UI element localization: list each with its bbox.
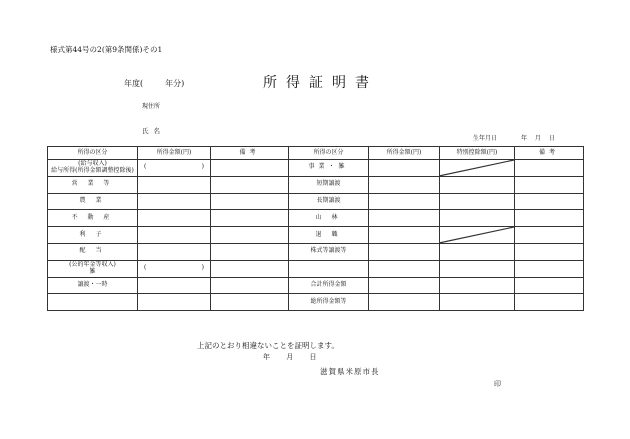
remarks-cell	[211, 210, 289, 227]
category-cell: 農 業	[48, 193, 138, 210]
amount-cell	[138, 160, 211, 177]
category-cell-right	[289, 260, 369, 277]
table-row	[48, 277, 584, 294]
category-cell-right: 短期譲渡	[289, 176, 369, 193]
special-deduction-cell	[440, 176, 515, 193]
table-row	[48, 176, 584, 193]
amount-cell	[138, 210, 211, 227]
amount-cell-right	[369, 210, 440, 227]
amount-cell	[138, 243, 211, 260]
remarks-cell	[211, 243, 289, 260]
category-cell	[48, 260, 138, 277]
remarks-cell-right	[515, 243, 584, 260]
amount-parenthesis: ( )	[144, 163, 204, 171]
name-label: 氏名	[142, 127, 165, 135]
table-row	[48, 227, 584, 244]
table-row	[48, 193, 584, 210]
special-deduction-cell	[440, 193, 515, 210]
seal-mark: 印	[494, 380, 501, 388]
special-deduction-cell	[440, 227, 515, 244]
remarks-cell	[211, 227, 289, 244]
header-special-deduction: 特別控除額(円)	[440, 147, 515, 160]
address-label: 現住所	[142, 103, 161, 110]
table-row	[48, 294, 584, 311]
category-cell: 不 動 産	[48, 210, 138, 227]
remarks-cell-right	[515, 277, 584, 294]
amount-cell-right	[369, 193, 440, 210]
remarks-cell-right	[515, 160, 584, 177]
category-line2: 給与所得(所得金額調整控除後)	[51, 166, 134, 174]
table-row	[48, 210, 584, 227]
header-amount: 所得金額(円)	[138, 147, 211, 160]
amount-cell	[138, 176, 211, 193]
remarks-cell	[211, 294, 289, 311]
header-remarks: 備考	[211, 147, 289, 160]
fiscal-year-line	[124, 78, 184, 89]
category-cell-right: 事業・雑	[289, 160, 369, 177]
header-remarks-2: 備考	[515, 147, 584, 160]
document-title: 所得証明書	[263, 75, 378, 91]
certification-date: 年 月 日	[263, 353, 317, 361]
remarks-cell-right	[515, 210, 584, 227]
special-deduction-cell	[440, 210, 515, 227]
remarks-cell	[211, 160, 289, 177]
amount-cell	[138, 294, 211, 311]
remarks-cell	[211, 176, 289, 193]
category-line1: (公的年金等収入)	[69, 260, 116, 268]
remarks-cell-right	[515, 260, 584, 277]
remarks-cell-right	[515, 294, 584, 311]
category-cell: 利 子	[48, 227, 138, 244]
category-cell-right: 山 林	[289, 210, 369, 227]
category-cell	[48, 160, 138, 177]
amount-cell-right	[369, 260, 440, 277]
category-cell: 営 業 等	[48, 176, 138, 193]
amount-cell-right	[369, 227, 440, 244]
category-cell	[48, 294, 138, 311]
category-cell-right: 株式等譲渡等	[289, 243, 369, 260]
table-row	[48, 160, 584, 177]
certification-statement: 上記のとおり相違ないことを証明します。	[197, 341, 339, 350]
special-deduction-cell	[440, 160, 515, 177]
amount-cell	[138, 260, 211, 277]
header-category-2: 所得の区分	[289, 147, 369, 160]
amount-cell-right	[369, 176, 440, 193]
category-cell-right: 合計所得金額	[289, 277, 369, 294]
amount-cell	[138, 277, 211, 294]
amount-cell-right	[369, 277, 440, 294]
header-category: 所得の区分	[48, 147, 138, 160]
category-cell-right: 長期譲渡	[289, 193, 369, 210]
table-row	[48, 260, 584, 277]
table-row	[48, 243, 584, 260]
special-deduction-cell	[440, 277, 515, 294]
special-deduction-cell	[440, 294, 515, 311]
form-number: 様式第44号の2(第9条関係)その1	[50, 45, 163, 54]
amount-cell-right	[369, 294, 440, 311]
amount-cell-right	[369, 243, 440, 260]
remarks-cell	[211, 193, 289, 210]
table-header-row	[48, 147, 584, 160]
category-cell-right: 退 職	[289, 227, 369, 244]
amount-cell	[138, 193, 211, 210]
birth-date-label: 生年月日	[473, 135, 498, 142]
diagonal-strike	[440, 160, 514, 176]
fiscal-year-open: 年度(	[124, 79, 144, 88]
special-deduction-cell	[440, 260, 515, 277]
remarks-cell-right	[515, 193, 584, 210]
amount-cell-right	[369, 160, 440, 177]
issuer-name: 滋賀県米原市長	[320, 367, 380, 376]
category-cell: 配 当	[48, 243, 138, 260]
special-deduction-cell	[440, 243, 515, 260]
income-table	[47, 146, 584, 311]
remarks-cell	[211, 260, 289, 277]
remarks-cell	[211, 277, 289, 294]
fiscal-year-close: 年分)	[165, 79, 185, 88]
birth-date-value: 年 月 日	[521, 135, 555, 142]
remarks-cell-right	[515, 227, 584, 244]
remarks-cell-right	[515, 176, 584, 193]
category-cell-right: 総所得金額等	[289, 294, 369, 311]
category-cell: 譲渡・一時	[48, 277, 138, 294]
category-line1: (給与収入)	[78, 160, 107, 167]
header-amount-2: 所得金額(円)	[369, 147, 440, 160]
amount-parenthesis: ( )	[144, 264, 204, 272]
diagonal-strike	[440, 227, 514, 243]
category-line2: 雑	[89, 267, 96, 275]
amount-cell	[138, 227, 211, 244]
